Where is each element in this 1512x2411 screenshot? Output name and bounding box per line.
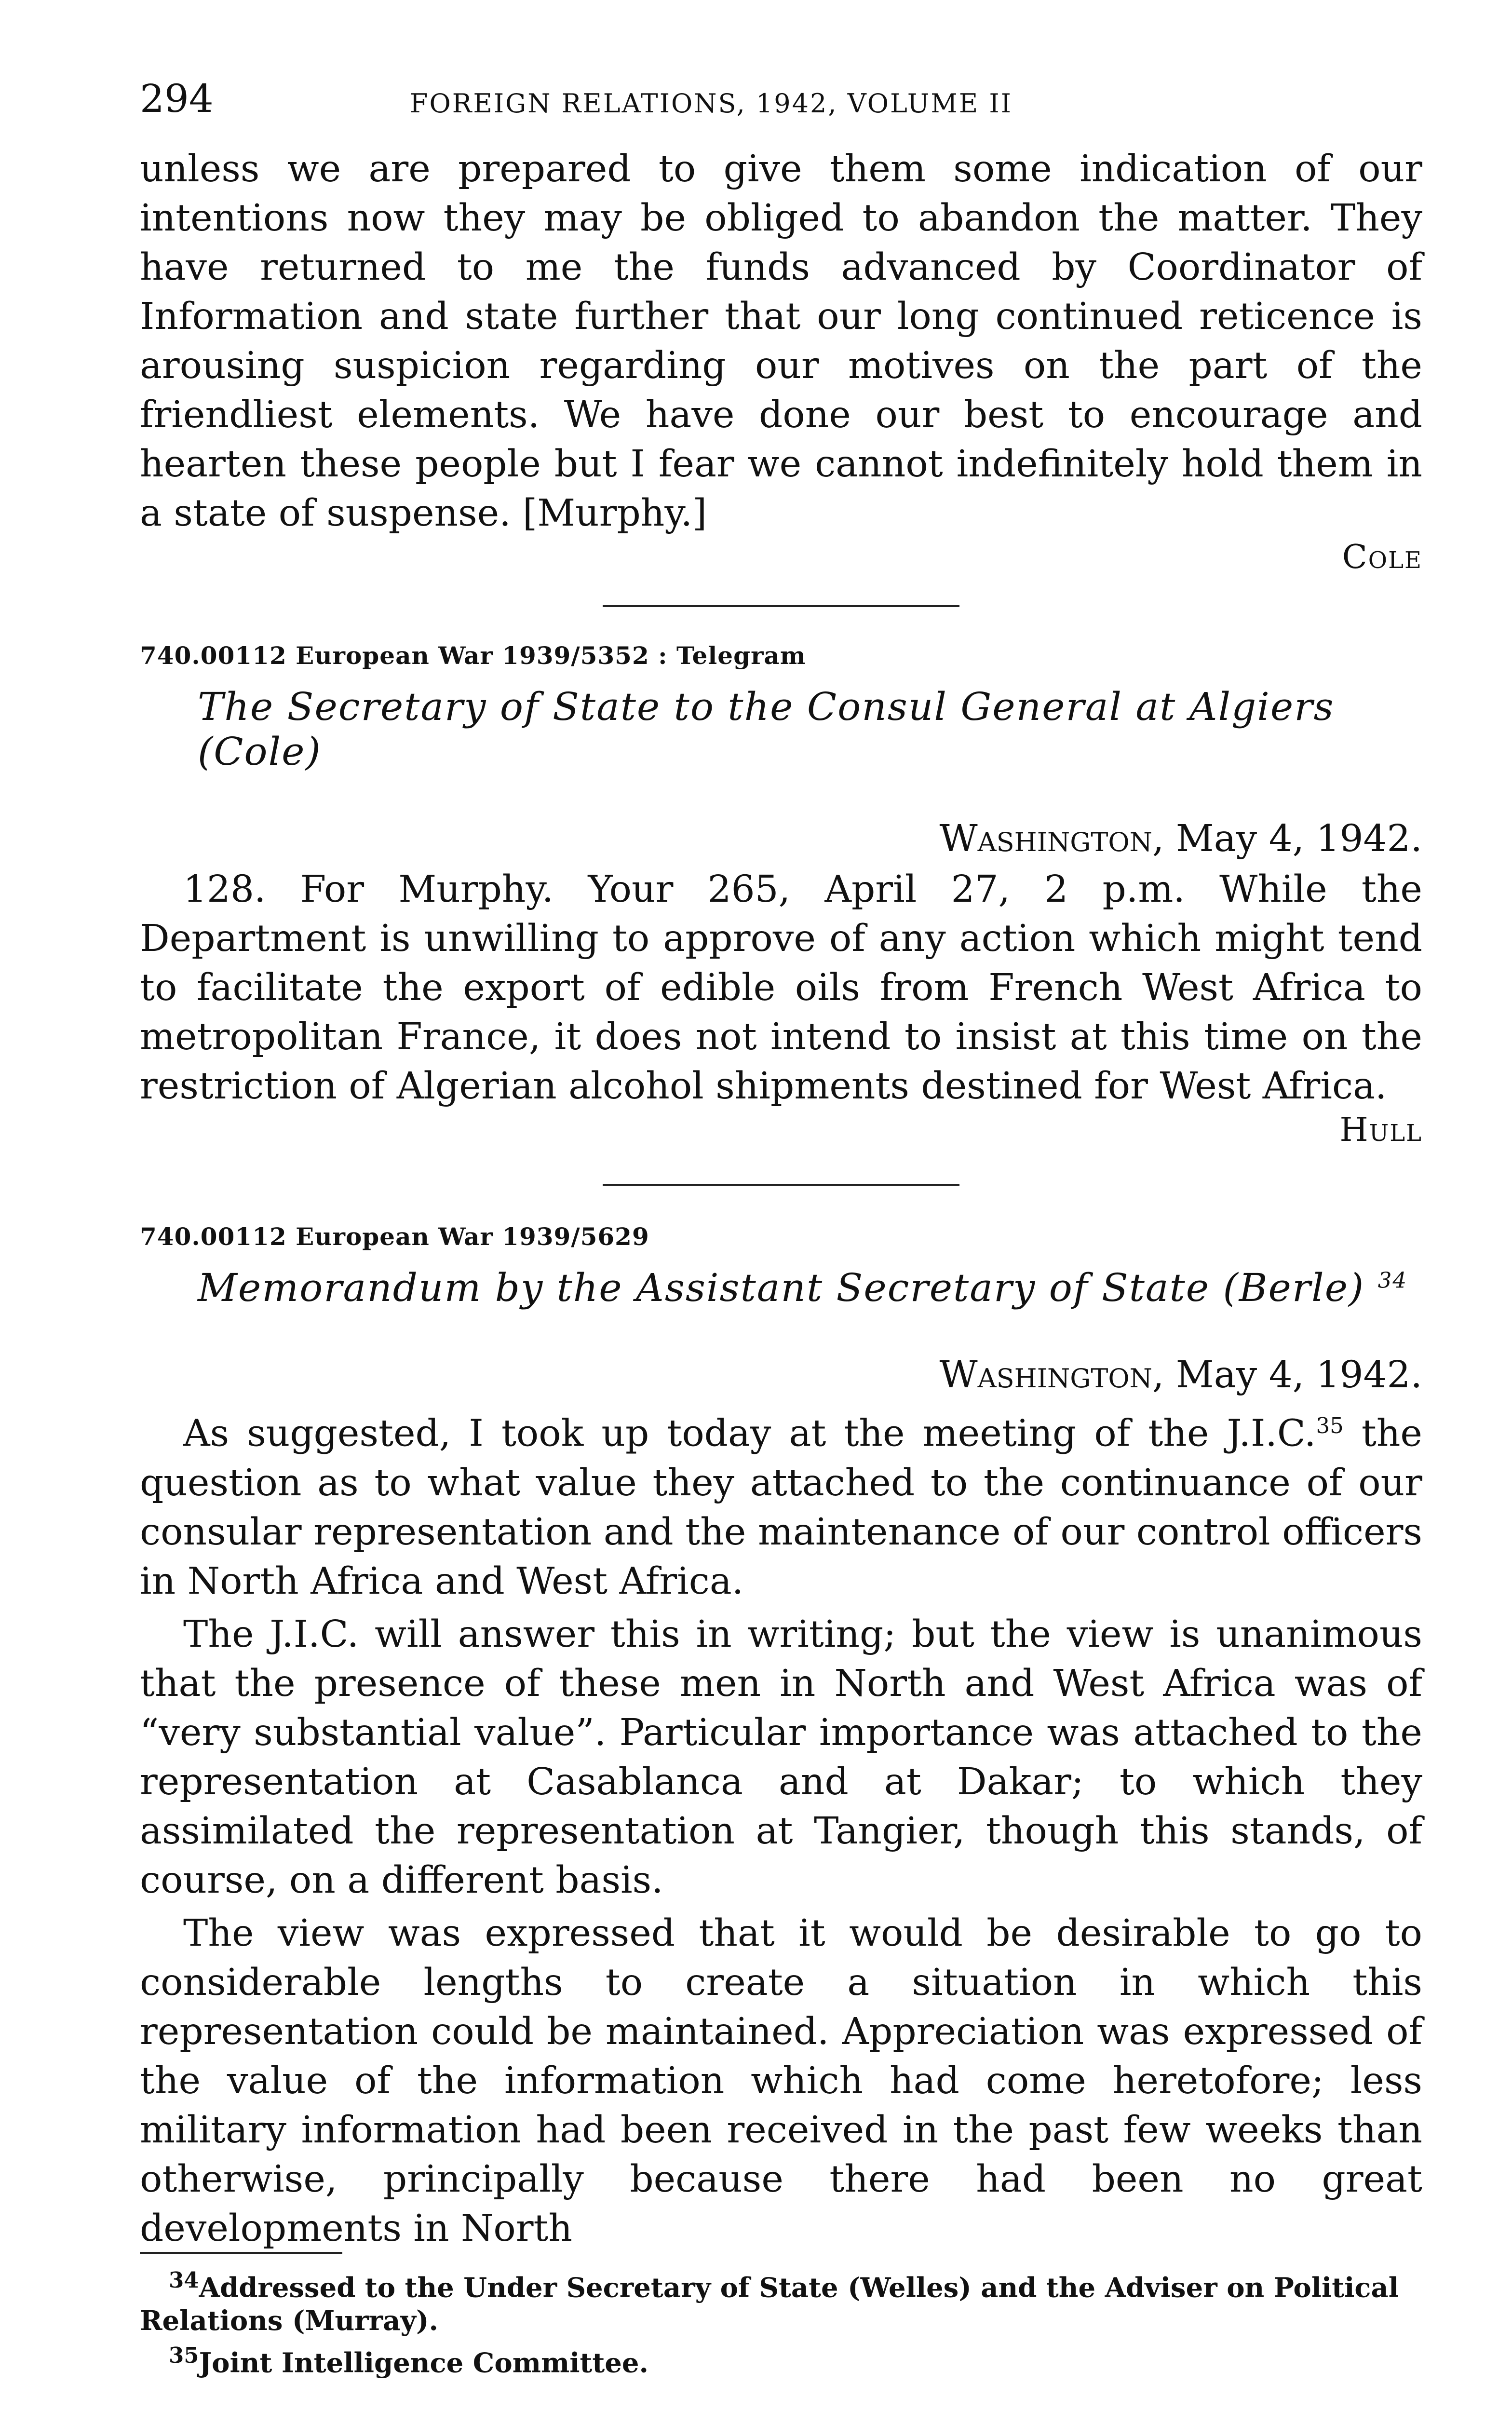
paragraph-text: As suggested, I took up today at the meeting of the J.I.C. — [183, 1412, 1316, 1455]
dateline-place: Washington, — [939, 817, 1164, 860]
signature-hull: Hull — [1339, 1111, 1422, 1149]
footnote-divider — [140, 2252, 342, 2254]
footnote-35 — [140, 2339, 1422, 2380]
page-number: 294 — [140, 76, 214, 121]
document-title-text: Memorandum by the Assistant Secretary of State (Berle) — [198, 1265, 1365, 1310]
footnote-marker: 35 — [1316, 1413, 1344, 1438]
memorandum-paragraph-3: The view was expressed that it would be desirable to go to considerable lengths to create a situation in which this representation could be maintained. Appreciation was expressed of the value of the information which had come heretofore; less military information had been received in the past few weeks than otherwise, principally because there had been no great developments in North — [140, 1911, 1422, 2250]
footnote-text: Joint Intelligence Committee. — [199, 2347, 648, 2379]
document-title: The Secretary of State to the Consul General at Algiers (Cole) — [198, 684, 1335, 774]
section-divider — [603, 605, 959, 607]
section-divider — [603, 1184, 959, 1186]
paragraph-text: the question as to what value they attached to the continuance of our consular representation and the maintenance of our control officers in North Africa and West Africa. — [140, 1412, 1422, 1603]
footnote-34 — [140, 2264, 1422, 2337]
footnotes — [140, 2264, 1422, 2379]
dateline — [140, 817, 1422, 860]
footnote-mark: 35 — [169, 2342, 199, 2368]
memorandum-section — [140, 1222, 1422, 2253]
running-title: FOREIGN RELATIONS, 1942, VOLUME II — [410, 88, 1012, 119]
file-reference: 740.00112 European War 1939/5352 : Telegram — [140, 641, 806, 670]
document-title — [140, 1265, 1422, 1310]
continuation-section — [140, 145, 1422, 576]
footnote-marker: 34 — [1377, 1267, 1407, 1293]
dateline-date: May 4, 1942. — [1175, 817, 1422, 860]
dateline — [140, 1354, 1422, 1396]
dateline-date: May 4, 1942. — [1175, 1354, 1422, 1396]
page-header — [140, 72, 1422, 125]
telegram-section — [140, 641, 1422, 1149]
footnote-text: Addressed to the Under Secretary of State (Welles) and the Adviser on Political Relations (Murray). — [140, 2272, 1399, 2337]
continuation-paragraph: unless we are prepared to give them some indication of our intentions now they may be obliged to abandon the matter. They have returned to me the funds advanced by Coordinator of Information and state further that our long continued reticence is arousing suspicion regarding our motives on the part of the friendliest elements. We have done our best to encourage and hearten these people but I fear we cannot indefinitely hold them in a state of suspense. [Murphy.] — [140, 148, 1422, 535]
memorandum-paragraph-1 — [140, 1401, 1422, 1606]
memorandum-paragraph-2: The J.I.C. will answer this in writing; but the view is unanimous that the presence of these men in North and West Africa was of “very substantial value”. Particular importance was attached to the representation at Casablanca and at Dakar; to which they assimilated the representation at Tangier, though this stands, of course, on a different basis. — [140, 1612, 1422, 1902]
footnote-mark: 34 — [169, 2267, 199, 2293]
dateline-place: Washington, — [939, 1354, 1164, 1396]
telegram-body: 128. For Murphy. Your 265, April 27, 2 p.m. While the Department is unwilling to approve of any action which might tend to facilitate the export of edible oils from French West Africa to metropolitan France, it does not intend to insist at this time on the restriction of Algerian alcohol shipments destined for West Africa. — [140, 868, 1422, 1108]
file-reference: 740.00112 European War 1939/5629 — [140, 1222, 649, 1251]
signature-cole: Cole — [1342, 538, 1422, 576]
